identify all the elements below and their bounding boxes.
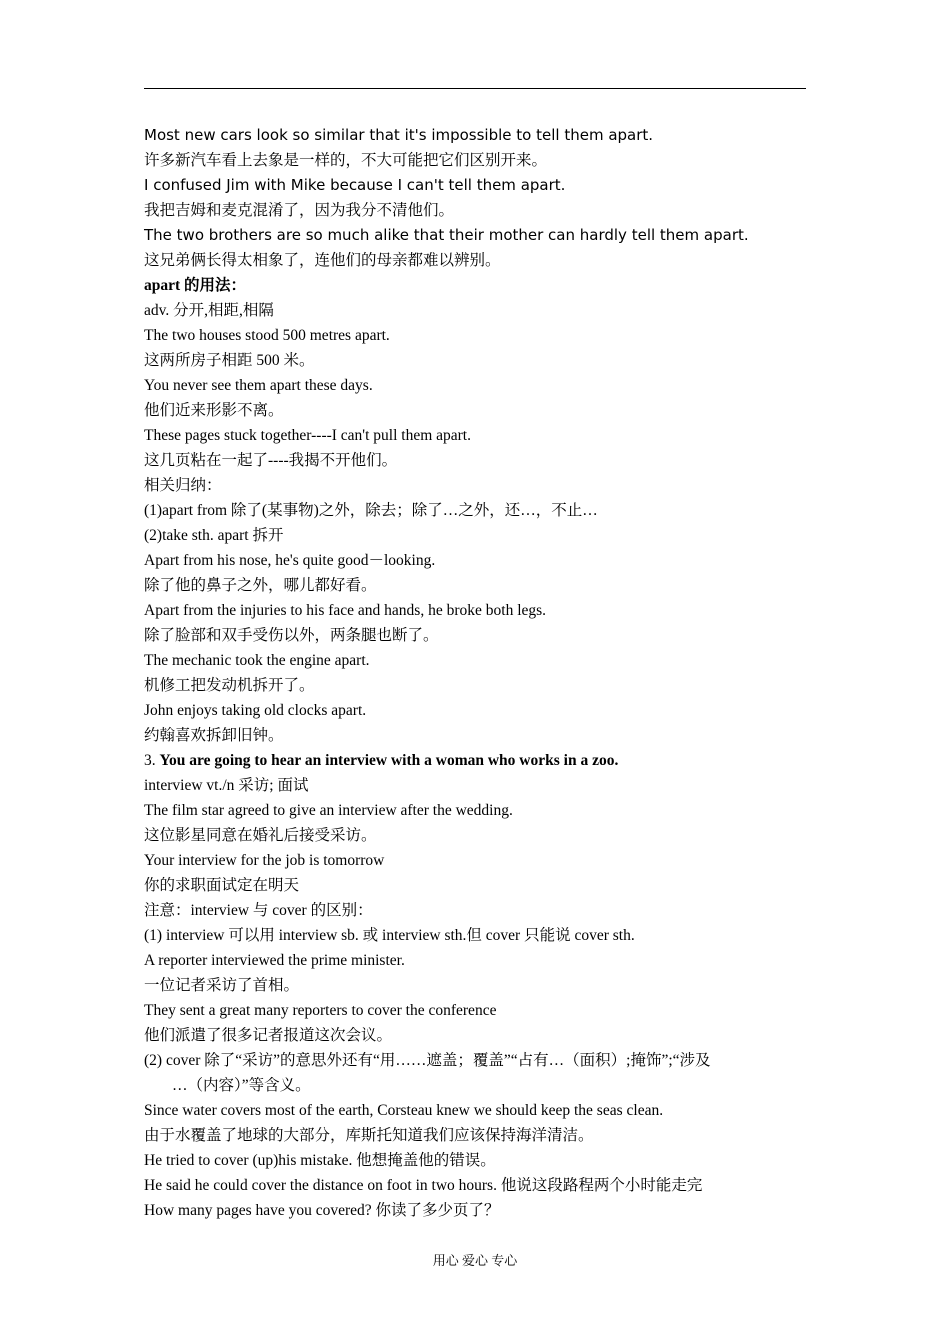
example-sentence: The two houses stood 500 metres apart. [144, 327, 390, 344]
example-sentence: Your interview for the job is tomorrow [144, 852, 385, 869]
example-sentence: Most new cars look so similar that it's impossible to tell them apart. [144, 126, 654, 144]
translation: 这两所房子相距 500 米。 [144, 352, 315, 369]
translation: 一位记者采访了首相。 [144, 977, 300, 994]
section-heading: apart 的用法： [144, 277, 247, 294]
subheading: 注意：interview 与 cover 的区别： [144, 902, 373, 919]
example-sentence: Apart from the injuries to his face and hands, he broke both legs. [144, 602, 547, 619]
example-sentence: The mechanic took the engine apart. [144, 652, 370, 669]
item-text: You are going to hear an interview with a woman who works in a zoo. [159, 752, 619, 769]
example-sentence: John enjoys taking old clocks apart. [144, 702, 367, 719]
example-sentence: He said he could cover the distance on foot in two hours. 他说这段路程两个小时能走完 [144, 1177, 703, 1194]
translation: 你的求职面试定在明天 [144, 877, 300, 894]
example-sentence: The film star agreed to give an interview after the wedding. [144, 802, 513, 819]
translation: 这兄弟俩长得太相象了，连他们的母亲都难以辨别。 [144, 252, 501, 269]
example-sentence: The two brothers are so much alike that their mother can hardly tell them apart. [144, 226, 749, 244]
translation: 约翰喜欢拆卸旧钟。 [144, 727, 284, 744]
translation: 除了脸部和双手受伤以外，两条腿也断了。 [144, 627, 439, 644]
definition: interview vt./n 采访; 面试 [144, 777, 309, 794]
usage-note: (1) interview 可以用 interview sb. 或 interview sth.但 cover 只能说 cover sth. [144, 927, 635, 944]
subheading: 相关归纳： [144, 477, 222, 494]
translation: 这位影星同意在婚礼后接受采访。 [144, 827, 377, 844]
document-body [144, 123, 808, 1223]
translation: 我把吉姆和麦克混淆了，因为我分不清他们。 [144, 202, 455, 219]
example-sentence: Apart from his nose, he's quite good－looking. [144, 552, 436, 569]
example-sentence: I confused Jim with Mike because I can't tell them apart. [144, 176, 566, 194]
example-sentence: A reporter interviewed the prime minister. [144, 952, 405, 969]
translation: 许多新汽车看上去象是一样的，不大可能把它们区别开来。 [144, 152, 548, 169]
translation: 这几页粘在一起了----我揭不开他们。 [144, 452, 398, 469]
example-sentence: Since water covers most of the earth, Corsteau knew we should keep the seas clean. [144, 1102, 664, 1119]
translation: 他们近来形影不离。 [144, 402, 284, 419]
usage-note-continued: …（内容）”等含义。 [172, 1077, 311, 1094]
page-footer: 用心 爱心 专心 [432, 1253, 518, 1268]
translation: 他们派遣了很多记者报道这次会议。 [144, 1027, 393, 1044]
translation: 除了他的鼻子之外，哪儿都好看。 [144, 577, 377, 594]
usage-note: (2)take sth. apart 拆开 [144, 527, 284, 544]
translation: 由于水覆盖了地球的大部分，库斯托知道我们应该保持海洋清洁。 [144, 1127, 594, 1144]
example-sentence: These pages stuck together----I can't pull them apart. [144, 427, 471, 444]
usage-note: (2) cover 除了“采访”的意思外还有“用……遮盖；覆盖”“占有…（面积）;掩饰”;“涉及 [144, 1052, 711, 1069]
translation: 机修工把发动机拆开了。 [144, 677, 315, 694]
example-sentence: They sent a great many reporters to cover the conference [144, 1002, 497, 1019]
definition: adv. 分开,相距,相隔 [144, 302, 274, 319]
example-sentence: How many pages have you covered? 你读了多少页了？ [144, 1202, 500, 1219]
numbered-heading [144, 748, 808, 773]
usage-note: (1)apart from 除了(某事物)之外，除去；除了…之外，还…，不止… [144, 502, 598, 519]
item-number: 3. [144, 752, 160, 769]
example-sentence: He tried to cover (up)his mistake. 他想掩盖他的错误。 [144, 1152, 496, 1169]
example-sentence: You never see them apart these days. [144, 377, 373, 394]
header-rule [144, 88, 806, 89]
